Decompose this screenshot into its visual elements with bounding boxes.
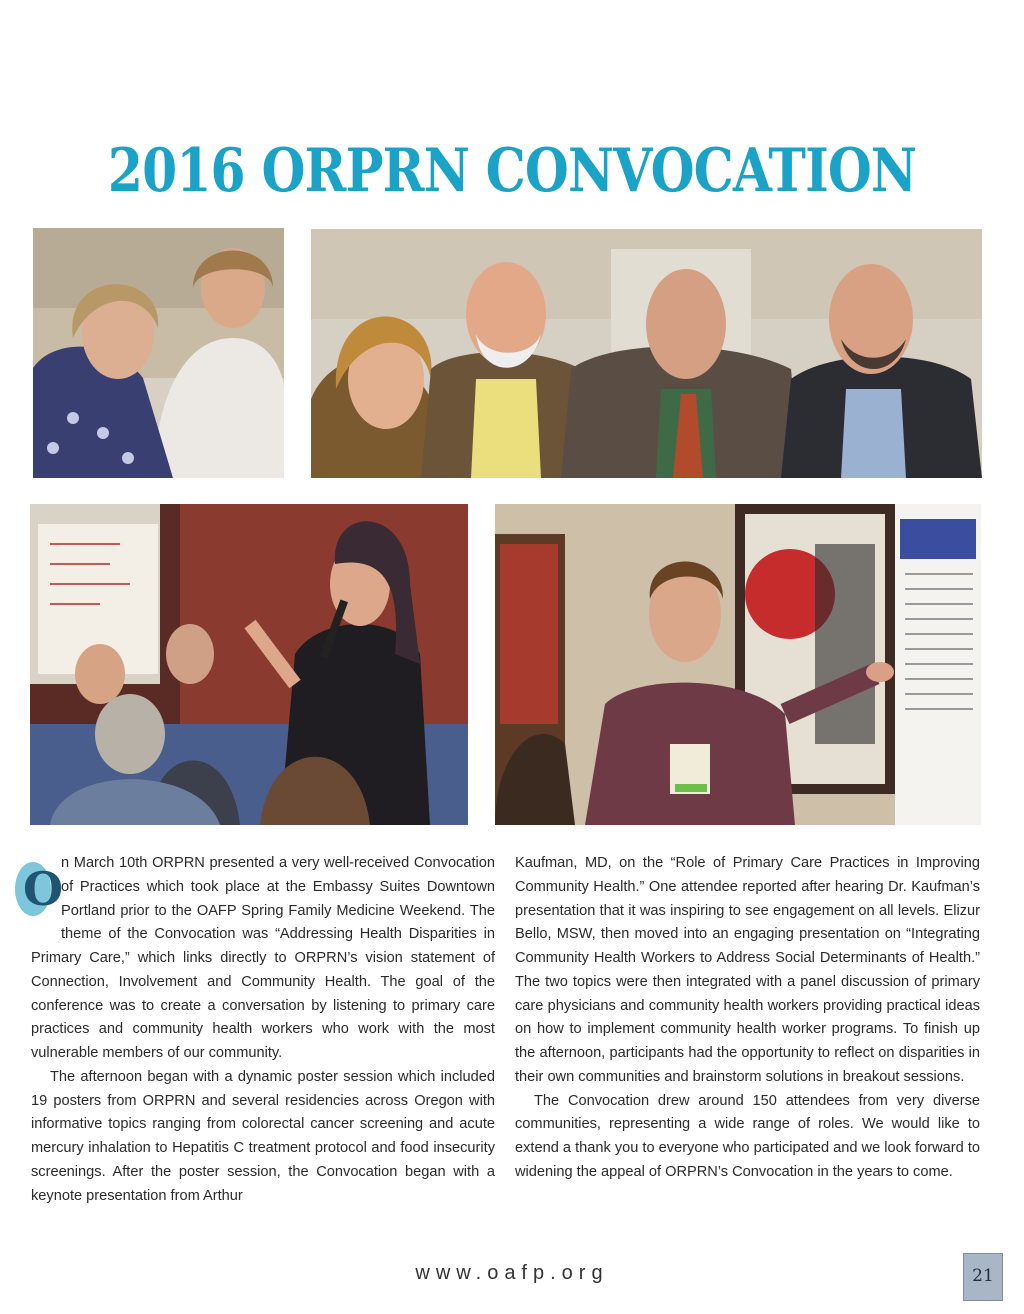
article-column-right (515, 852, 980, 1185)
paragraph: n March 10th ORPRN presented a very well-received Convocation of Practices which took place at the Embassy Suites Downtown Portland prior to the OAFP Spring Family Medicine Weekend. The theme of the Convocation was “Addressing Health Disparities in Primary Care,” which links directly to ORPRN’s vision statement of Connection, Involvement and Community Health. The goal of the conference was to create a conversation by listening to primary care practices and community health workers who work with the most vulnerable members of our community. (31, 855, 495, 1061)
photo-speaker-with-microphone (30, 504, 468, 825)
dropcap (15, 856, 64, 924)
paragraph: The Convocation drew around 150 attendees from very diverse communities, representing a wide range of roles. We would like to extend a thank you to everyone who participated and we look forward to widening the appeal of ORPRN’s Convocation in the years to come. (515, 1092, 980, 1180)
paragraph: The afternoon began with a dynamic poster session which included 19 posters from ORPRN and several residencies across Oregon with informative topics ranging from colorectal cancer screening and acute mercury inhalation to Hepatitis C treatment protocol and food insecurity screenings. After the poster session, the Convocation began with a keynote presentation from Arthur (31, 1068, 495, 1204)
page-number: 21 (963, 1253, 1003, 1301)
photo-group-of-four (311, 229, 982, 478)
page-title: 2016 ORPRN CONVOCATION (107, 136, 917, 206)
dropcap-letter: O (23, 862, 64, 916)
article-column-left (23, 852, 495, 1208)
paragraph: Kaufman, MD, on the “Role of Primary Care Practices in Improving Community Health.” One attendee reported after hearing Dr. Kaufman’s presentation that it was inspiring to see engagement on all levels. Elizur Bello, MSW, then moved into an engaging presentation on “Integrating Community Health Workers to Address Social Determinants of Health.” The two topics were then integrated with a panel discussion of primary care physicians and community health workers providing practical ideas on how to implement community health worker programs. To finish up the afternoon, participants had the opportunity to reflect on disparities in their own communities and brainstorm solutions in breakout sessions. (515, 855, 980, 1085)
photo-man-at-poster (495, 504, 981, 825)
footer-url: www.oafp.org (415, 1262, 609, 1284)
photo-two-women (33, 228, 284, 478)
